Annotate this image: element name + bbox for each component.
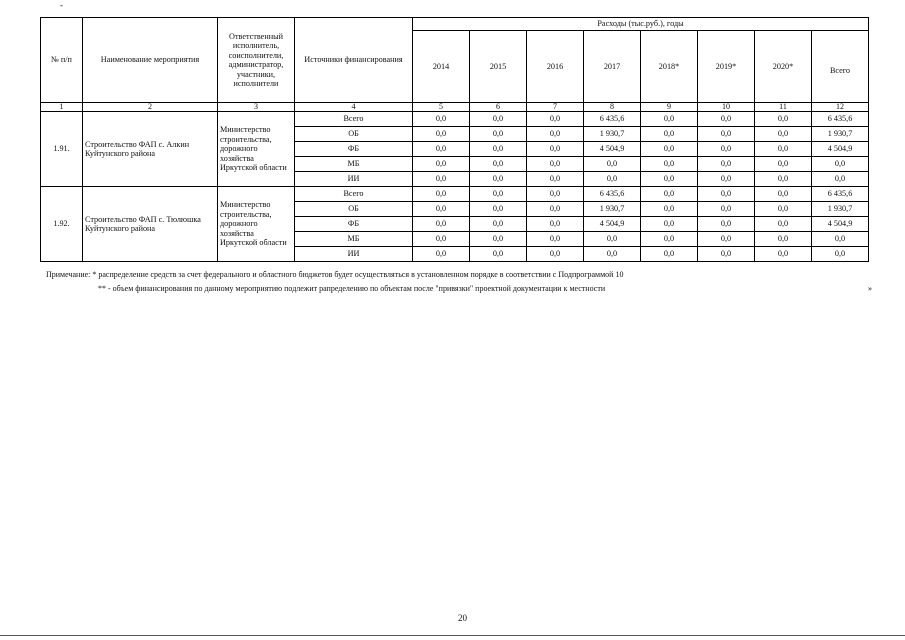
- header-year: 2017: [584, 31, 641, 103]
- funding-source: МБ: [295, 232, 413, 247]
- year-value: 0,0: [413, 142, 470, 157]
- year-value: 0,0: [413, 202, 470, 217]
- year-value: 0,0: [698, 157, 755, 172]
- year-value: 0,0: [755, 232, 812, 247]
- year-value: 0,0: [641, 247, 698, 262]
- year-value: 0,0: [755, 202, 812, 217]
- year-value: 0,0: [698, 247, 755, 262]
- year-value: 0,0: [527, 247, 584, 262]
- total-value: 6 435,6: [812, 112, 869, 127]
- total-value: 4 504,9: [812, 142, 869, 157]
- year-value: 0,0: [698, 232, 755, 247]
- year-value: 0,0: [527, 157, 584, 172]
- year-value: 0,0: [755, 217, 812, 232]
- year-value: 0,0: [698, 187, 755, 202]
- year-value: 0,0: [641, 157, 698, 172]
- year-value: 0,0: [470, 247, 527, 262]
- year-value: 0,0: [584, 247, 641, 262]
- year-value: 1 930,7: [584, 202, 641, 217]
- funding-source: ФБ: [295, 217, 413, 232]
- year-value: 0,0: [755, 247, 812, 262]
- column-number: 3: [218, 103, 295, 112]
- year-value: 0,0: [698, 172, 755, 187]
- column-number: 12: [812, 103, 869, 112]
- column-number: 9: [641, 103, 698, 112]
- header-year: 2018*: [641, 31, 698, 103]
- year-value: 0,0: [527, 172, 584, 187]
- year-value: 0,0: [413, 217, 470, 232]
- header-total: Всего: [812, 31, 869, 103]
- year-value: 0,0: [584, 172, 641, 187]
- year-value: 0,0: [755, 127, 812, 142]
- header-col-name: Наименование мероприятия: [83, 18, 218, 103]
- column-number: 6: [470, 103, 527, 112]
- year-value: 0,0: [641, 187, 698, 202]
- header-col-responsible: Ответственный исполнитель, соисполнители, администратор, участники, исполнители: [218, 18, 295, 103]
- funding-source: ИИ: [295, 172, 413, 187]
- year-value: 0,0: [413, 157, 470, 172]
- year-value: 0,0: [755, 172, 812, 187]
- item-number: 1.92.: [41, 187, 83, 262]
- funding-source: ОБ: [295, 127, 413, 142]
- year-value: 0,0: [755, 112, 812, 127]
- total-value: 0,0: [812, 247, 869, 262]
- year-value: 0,0: [641, 217, 698, 232]
- year-value: 0,0: [698, 112, 755, 127]
- year-value: 0,0: [527, 127, 584, 142]
- year-value: 0,0: [641, 142, 698, 157]
- funding-source: МБ: [295, 157, 413, 172]
- year-value: 0,0: [470, 112, 527, 127]
- item-name: Строительство ФАП с. Тюлюшка Куйтунского района: [83, 187, 218, 262]
- header-col-source: Источники финансирования: [295, 18, 413, 103]
- column-number: 1: [41, 103, 83, 112]
- year-value: 4 504,9: [584, 217, 641, 232]
- year-value: 0,0: [470, 127, 527, 142]
- year-value: 0,0: [470, 157, 527, 172]
- header-year: 2019*: [698, 31, 755, 103]
- year-value: 0,0: [698, 202, 755, 217]
- table-row: [41, 112, 869, 127]
- year-value: 0,0: [470, 142, 527, 157]
- year-value: 0,0: [470, 232, 527, 247]
- note-federal-regional: Примечание: * распределение средств за счет федерального и областного бюджетов будет осуществляться в установленном порядке в соответствии с Подпрограммой 10: [46, 270, 624, 279]
- year-value: 0,0: [470, 202, 527, 217]
- column-number: 11: [755, 103, 812, 112]
- total-value: 1 930,7: [812, 127, 869, 142]
- funding-source: ИИ: [295, 247, 413, 262]
- header-year: 2020*: [755, 31, 812, 103]
- year-value: 0,0: [527, 187, 584, 202]
- year-value: 0,0: [527, 217, 584, 232]
- year-value: 1 930,7: [584, 127, 641, 142]
- year-value: 0,0: [641, 127, 698, 142]
- year-value: 0,0: [641, 232, 698, 247]
- year-value: 0,0: [413, 172, 470, 187]
- total-value: 0,0: [812, 232, 869, 247]
- total-value: 4 504,9: [812, 217, 869, 232]
- page-mark: -: [60, 0, 63, 10]
- item-number: 1.91.: [41, 112, 83, 187]
- year-value: 0,0: [698, 127, 755, 142]
- table-body: [41, 112, 869, 262]
- year-value: 0,0: [470, 187, 527, 202]
- total-value: 6 435,6: [812, 187, 869, 202]
- header-year: 2015: [470, 31, 527, 103]
- year-value: 0,0: [698, 142, 755, 157]
- budget-table: [40, 17, 869, 262]
- year-value: 0,0: [527, 112, 584, 127]
- bottom-rule: [0, 635, 905, 636]
- total-value: 1 930,7: [812, 202, 869, 217]
- year-value: 0,0: [413, 187, 470, 202]
- item-name: Строительство ФАП с. Алкин Куйтунского района: [83, 112, 218, 187]
- header-year: 2014: [413, 31, 470, 103]
- year-value: 6 435,6: [584, 187, 641, 202]
- year-value: 0,0: [413, 232, 470, 247]
- header-year: 2016: [527, 31, 584, 103]
- page-number: 20: [458, 613, 467, 623]
- closing-quote: »: [868, 284, 872, 293]
- year-value: 0,0: [527, 232, 584, 247]
- note-allocation: ** - объем финансирования по данному мероприятию подлежит рапределению по объектам после "привязки" проектной документации к местности: [98, 284, 606, 293]
- year-value: 6 435,6: [584, 112, 641, 127]
- year-value: 0,0: [584, 157, 641, 172]
- item-responsible: Министерство строительства, дорожного хозяйства Иркутской области: [218, 112, 295, 187]
- year-value: 4 504,9: [584, 142, 641, 157]
- column-number: 7: [527, 103, 584, 112]
- year-value: 0,0: [413, 127, 470, 142]
- year-value: 0,0: [755, 142, 812, 157]
- year-value: 0,0: [413, 247, 470, 262]
- year-value: 0,0: [755, 187, 812, 202]
- funding-source: ОБ: [295, 202, 413, 217]
- year-value: 0,0: [641, 172, 698, 187]
- column-number: 2: [83, 103, 218, 112]
- year-value: 0,0: [527, 142, 584, 157]
- funding-source: ФБ: [295, 142, 413, 157]
- year-value: 0,0: [413, 112, 470, 127]
- column-number: 8: [584, 103, 641, 112]
- table-row: [41, 187, 869, 202]
- column-number: 4: [295, 103, 413, 112]
- year-value: 0,0: [470, 217, 527, 232]
- funding-source: Всего: [295, 112, 413, 127]
- header-expenses: Расходы (тыс.руб.), годы: [413, 18, 869, 31]
- total-value: 0,0: [812, 157, 869, 172]
- total-value: 0,0: [812, 172, 869, 187]
- header-col-number: № п/п: [41, 18, 83, 103]
- funding-source: Всего: [295, 187, 413, 202]
- year-value: 0,0: [641, 202, 698, 217]
- year-value: 0,0: [527, 202, 584, 217]
- column-number: 5: [413, 103, 470, 112]
- year-value: 0,0: [584, 232, 641, 247]
- year-value: 0,0: [755, 157, 812, 172]
- item-responsible: Министерство строительства, дорожного хозяйства Иркутской области: [218, 187, 295, 262]
- column-number: 10: [698, 103, 755, 112]
- year-value: 0,0: [698, 217, 755, 232]
- year-value: 0,0: [470, 172, 527, 187]
- year-value: 0,0: [641, 112, 698, 127]
